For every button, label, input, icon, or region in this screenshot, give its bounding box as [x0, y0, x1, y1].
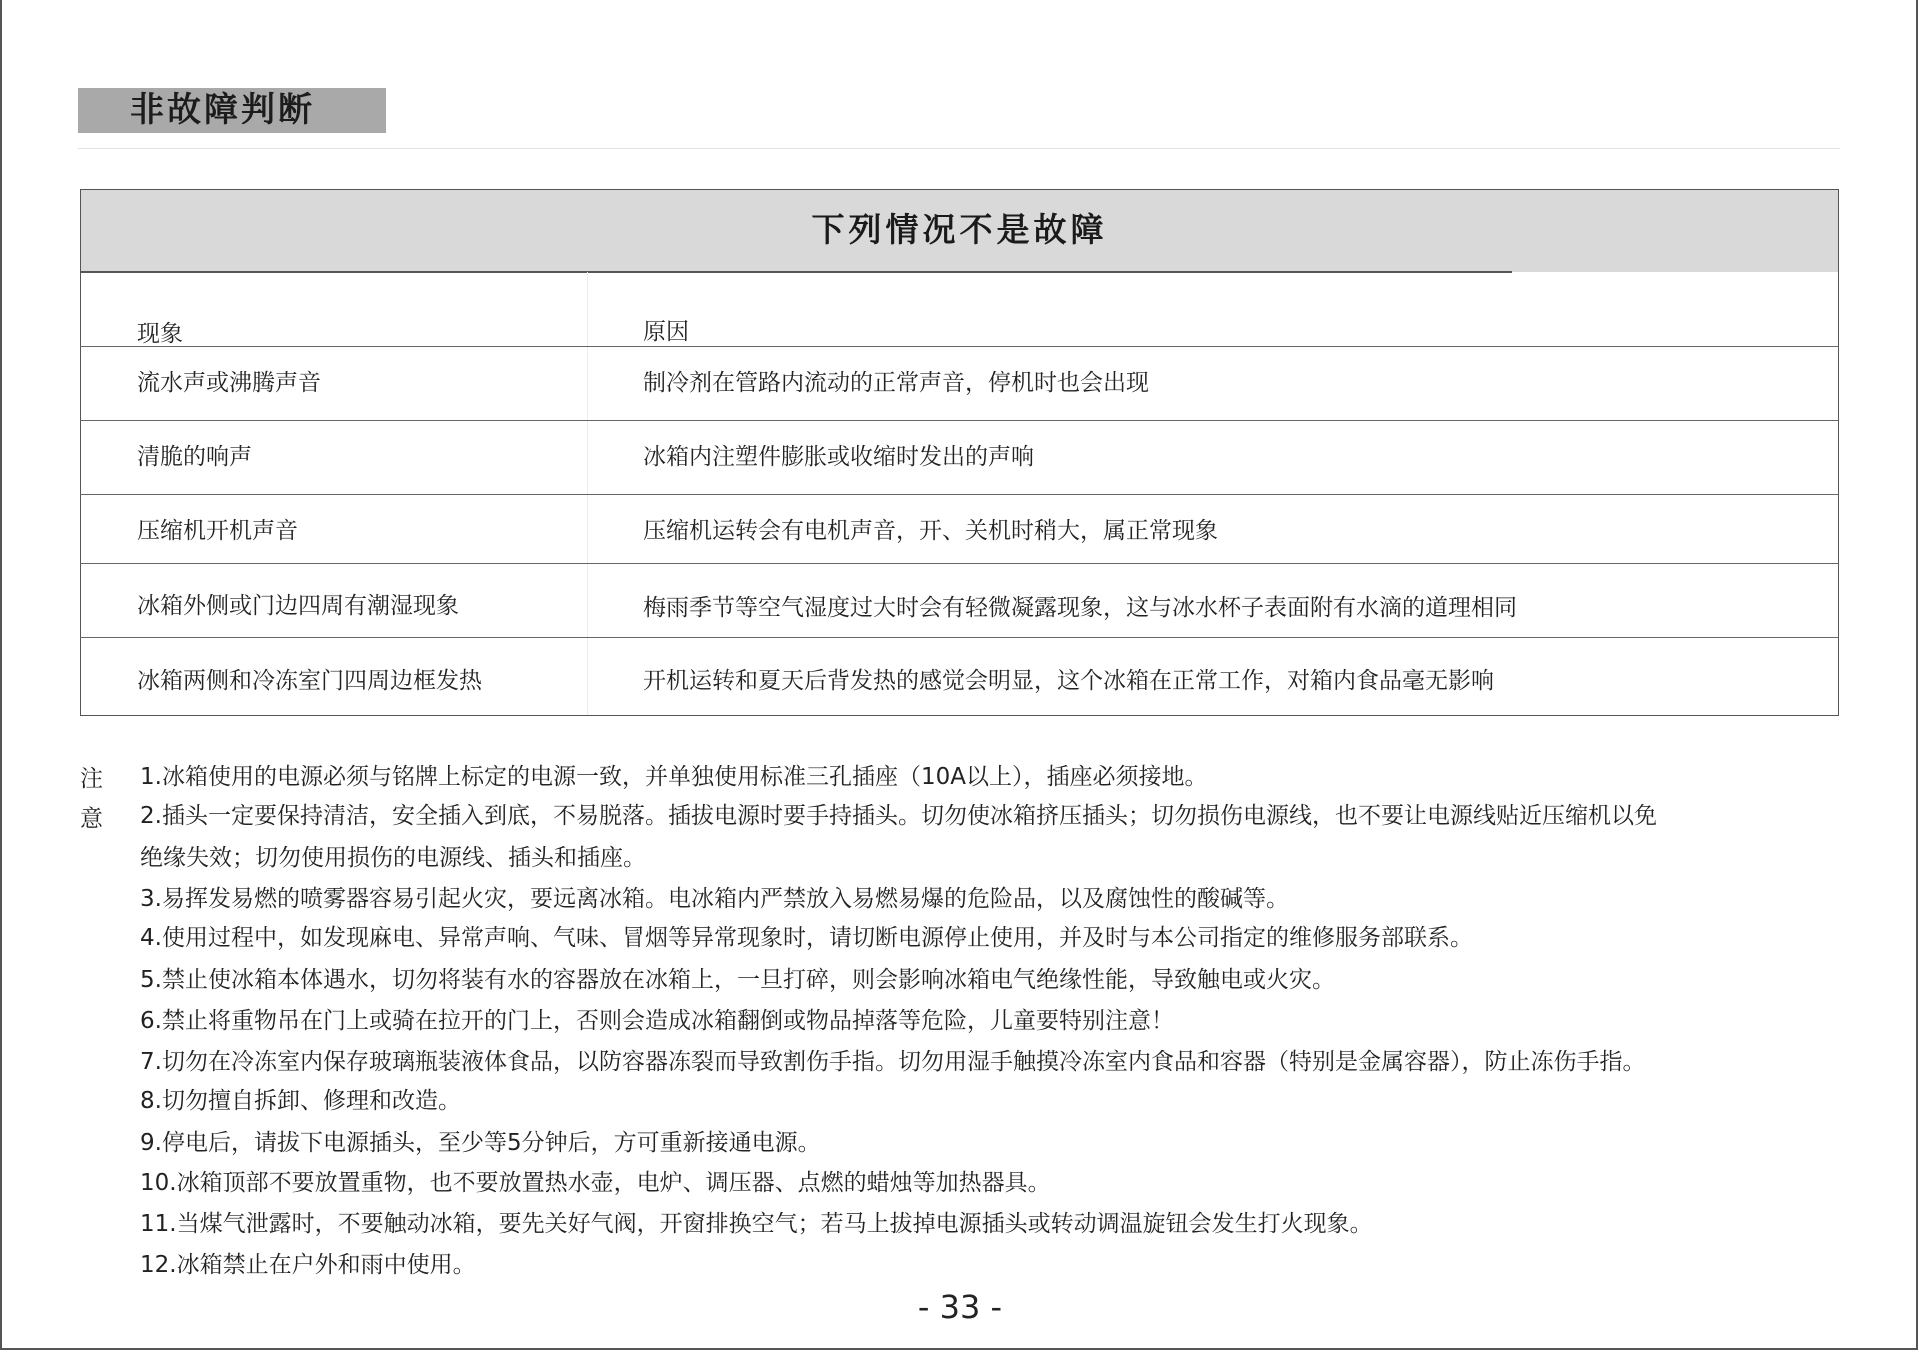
row-divider [80, 346, 1839, 347]
note-item: 5.禁止使冰箱本体遇水，切勿将装有水的容器放在冰箱上，一旦打碎，则会影响冰箱电气绝缘性能，导致触电或火灾。 [140, 967, 1335, 993]
row-divider [80, 420, 1839, 421]
notes-label: 注 [80, 766, 103, 792]
table-title-underline [80, 271, 1512, 273]
section-title: 非故障判断 [130, 90, 315, 130]
row-cause: 梅雨季节等空气湿度过大时会有轻微凝露现象，这与冰水杯子表面附有水滴的道理相同 [643, 595, 1517, 621]
row-divider [80, 637, 1839, 638]
row-cause: 开机运转和夏天后背发热的感觉会明显，这个冰箱在正常工作，对箱内食品毫无影响 [643, 668, 1494, 694]
row-divider [80, 494, 1839, 495]
note-item: 3.易挥发易燃的喷雾器容易引起火灾，要远离冰箱。电冰箱内严禁放入易燃易爆的危险品，以及腐蚀性的酸碱等。 [140, 886, 1289, 912]
note-item: 11.当煤气泄露时，不要触动冰箱，要先关好气阀，开窗排换空气；若马上拔掉电源插头或转动调温旋钮会发生打火现象。 [140, 1211, 1373, 1237]
table-title: 下列情况不是故障 [811, 210, 1108, 249]
row-divider [80, 563, 1839, 564]
row-cause: 制冷剂在管路内流动的正常声音，停机时也会出现 [643, 370, 1149, 396]
note-item: 7.切勿在冷冻室内保存玻璃瓶装液体食品，以防容器冻裂而导致割伤手指。切勿用湿手触摸冷冻室内食品和容器（特别是金属容器），防止冻伤手指。 [140, 1049, 1646, 1075]
row-cause: 冰箱内注塑件膨胀或收缩时发出的声响 [643, 444, 1034, 470]
note-item: 8.切勿擅自拆卸、修理和改造。 [140, 1088, 461, 1114]
row-symptom: 流水声或沸腾声音 [137, 370, 321, 396]
header-symptom: 现象 [137, 321, 183, 347]
notes-label: 意 [80, 806, 103, 832]
row-symptom: 压缩机开机声音 [137, 518, 298, 544]
row-symptom: 清脆的响声 [137, 444, 252, 470]
note-item: 12.冰箱禁止在户外和雨中使用。 [140, 1252, 476, 1278]
header-divider [78, 148, 1840, 149]
note-item: 10.冰箱顶部不要放置重物，也不要放置热水壶，电炉、调压器、点燃的蜡烛等加热器具。 [140, 1170, 1051, 1196]
page-number: - 33 - [917, 1288, 1003, 1326]
header-cause: 原因 [643, 319, 689, 345]
row-symptom: 冰箱外侧或门边四周有潮湿现象 [137, 593, 459, 619]
note-item: 2.插头一定要保持清洁，安全插入到底，不易脱落。插拔电源时要手持插头。切勿使冰箱挤压插头；切勿损伤电源线，也不要让电源线贴近压缩机以免 [140, 803, 1657, 829]
note-item: 6.禁止将重物吊在门上或骑在拉开的门上，否则会造成冰箱翻倒或物品掉落等危险，儿童要特别注意！ [140, 1008, 1174, 1034]
note-item: 9.停电后，请拔下电源插头，至少等5分钟后，方可重新接通电源。 [140, 1130, 821, 1156]
row-cause: 压缩机运转会有电机声音，开、关机时稍大，属正常现象 [643, 518, 1218, 544]
note-item: 4.使用过程中，如发现麻电、异常声响、气味、冒烟等异常现象时，请切断电源停止使用，并及时与本公司指定的维修服务部联系。 [140, 925, 1473, 951]
row-symptom: 冰箱两侧和冷冻室门四周边框发热 [137, 668, 482, 694]
note-item: 绝缘失效；切勿使用损伤的电源线、插头和插座。 [140, 845, 646, 871]
note-item: 1.冰箱使用的电源必须与铭牌上标定的电源一致，并单独使用标准三孔插座（10A以上），插座必须接地。 [140, 764, 1208, 790]
